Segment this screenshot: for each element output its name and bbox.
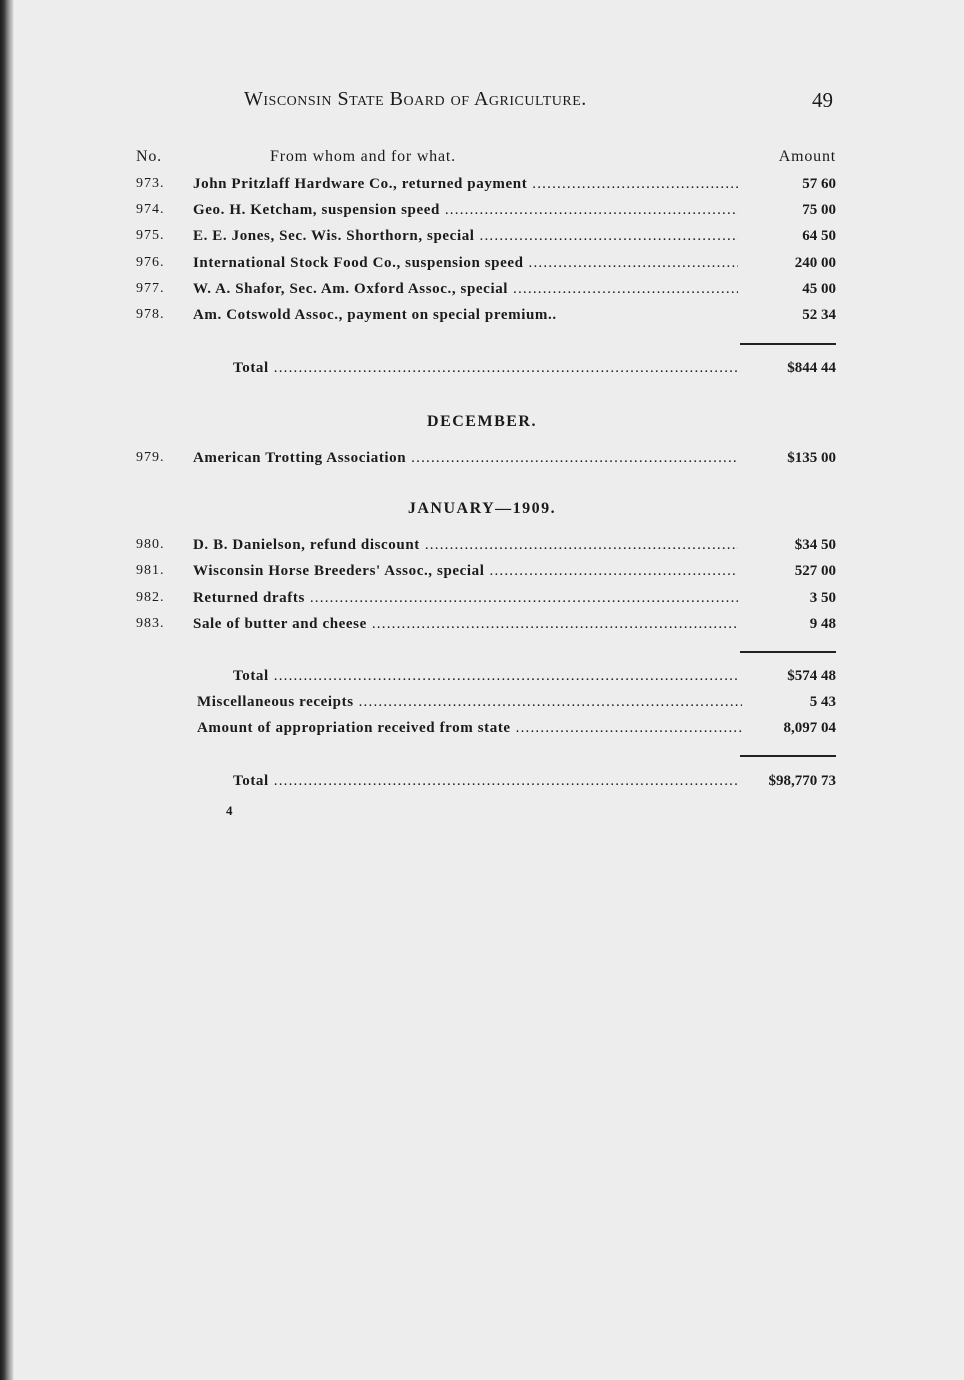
entry-description: Wisconsin Horse Breeders' Assoc., special ..... [193,563,738,580]
entry-description: D. B. Danielson, refund discount ..... [193,537,738,554]
table-row [0,307,964,331]
entry-amount: $34 50 [794,537,836,553]
entry-amount: 45 00 [802,281,836,297]
misc-receipts-amount: 5 43 [809,694,836,710]
page-number: 49 [812,88,833,112]
entry-description: W. A. Shafor, Sec. Am. Oxford Assoc., special ..... [193,281,738,298]
entry-number: 980. [136,537,165,552]
entry-description: Geo. H. Ketcham, suspension speed ..... [193,202,738,219]
total-label: Total ..... [233,360,738,377]
table-row [0,450,964,474]
total-amount: $574 48 [787,668,836,684]
entry-number: 973. [136,176,165,191]
entry-amount: 57 60 [802,176,836,192]
entry-description: Returned drafts ..... [193,590,738,607]
entry-description: John Pritzlaff Hardware Co., returned payment ..... [193,176,738,193]
entry-number: 975. [136,228,165,243]
sum-rule [740,755,836,757]
entry-amount: $135 00 [787,450,836,466]
table-row [0,228,964,252]
grand-total-label: Total ..... [233,773,738,790]
column-header-no: No. [136,148,162,165]
running-header: Wisconsin State Board of Agriculture. [244,88,587,110]
entry-number: 983. [136,616,165,631]
entry-description: American Trotting Association ..... [193,450,738,467]
total-row [0,668,964,692]
total-amount: $844 44 [787,360,836,376]
table-row [0,590,964,614]
entry-number: 978. [136,307,165,322]
total-row [0,360,964,384]
entry-amount: 64 50 [802,228,836,244]
entry-number: 977. [136,281,165,296]
entry-number: 976. [136,255,165,270]
entry-number: 982. [136,590,165,605]
grand-total-row [0,773,964,797]
entry-description: E. E. Jones, Sec. Wis. Shorthorn, special ..... [193,228,738,245]
grand-total-amount: $98,770 73 [768,773,836,789]
appropriation-row [0,720,964,744]
entry-number: 981. [136,563,165,578]
entry-amount: 9 48 [809,616,836,632]
column-headers [0,148,964,172]
column-header-from: From whom and for what. [270,148,456,165]
section-heading-january: JANUARY—1909. [407,500,557,517]
signature-mark: 4 [226,803,233,818]
sum-rule [740,343,836,345]
total-label: Total ..... [233,668,738,685]
appropriation-amount: 8,097 04 [783,720,836,736]
entry-amount: 52 34 [802,307,836,323]
table-row [0,281,964,305]
table-row [0,255,964,279]
misc-receipts-label: Miscellaneous receipts ..... [197,694,742,711]
sum-rule [740,651,836,653]
table-row [0,537,964,561]
entry-amount: 240 00 [794,255,836,271]
entry-amount: 75 00 [802,202,836,218]
entry-description: Am. Cotswold Assoc., payment on special premium.. [193,307,557,323]
appropriation-label: Amount of appropriation received from state ..... [197,720,742,737]
entry-description: International Stock Food Co., suspension speed ..... [193,255,738,272]
table-row [0,202,964,226]
column-header-amount: Amount [778,148,836,165]
table-row [0,176,964,200]
misc-receipts-row [0,694,964,718]
section-heading-december: DECEMBER. [427,413,537,430]
table-row [0,616,964,640]
entry-description: Sale of butter and cheese ..... [193,616,738,633]
entry-number: 979. [136,450,165,465]
entry-number: 974. [136,202,165,217]
table-row [0,563,964,587]
entry-amount: 3 50 [809,590,836,606]
entry-amount: 527 00 [794,563,836,579]
